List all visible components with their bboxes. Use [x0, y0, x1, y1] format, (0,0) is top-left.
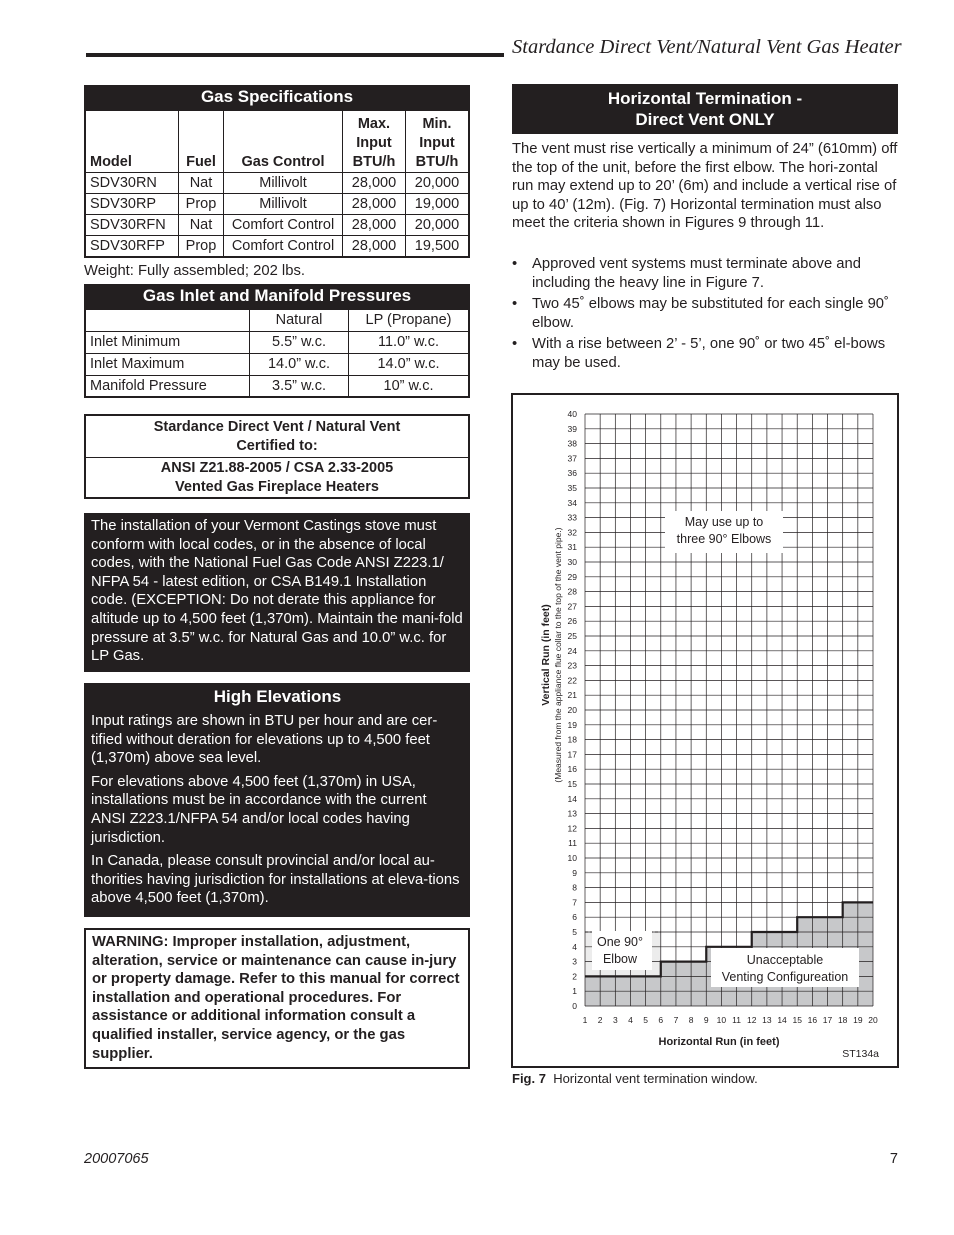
warning-box: WARNING: Improper installation, adjustment, alteration, service or maintenance can cause in-jury or property damage. Refer to this manual for correct installation and operational procedures. For assistance or additional information consult a qualified installer, service agency, or the gas supplier. [84, 928, 470, 1069]
table-row [85, 193, 469, 214]
cell: 20,000 [405, 214, 469, 235]
annotation-may-use: May use up to [684, 515, 764, 529]
y-tick-label: 26 [567, 616, 577, 627]
y-tick-label: 14 [567, 793, 577, 804]
table-row [85, 353, 469, 375]
bullet-item: • Approved vent systems must terminate above and including the heavy line in Figure 7. [512, 255, 892, 292]
cell: 11.0” w.c. [349, 331, 470, 353]
cell: SDV30RN [85, 172, 179, 193]
x-tick-label: 10 [716, 1015, 727, 1025]
col-min-line: Input [419, 134, 455, 151]
cell: Nat [179, 172, 224, 193]
col-natural: Natural [250, 309, 349, 331]
x-tick-label: 1 [582, 1015, 588, 1025]
horizontal-intro: The vent must rise vertically a minimum of 24” (610mm) off the top of the unit, before the first elbow. The hori-zontal run may extend up to 20’ (6m) and include a vertical rise of up to 40’ (12m). (Fig. 7) Horizontal termination must also meet the criteria shown in Figures 9 through 11. [512, 141, 898, 232]
x-tick-label: 3 [612, 1015, 618, 1025]
y-tick-label: 0 [572, 1001, 577, 1011]
y-tick-label: 11 [568, 838, 577, 849]
y-tick-label: 1 [572, 986, 577, 997]
annotation-one-elbow: One 90° [596, 935, 644, 949]
y-tick-label: 15 [567, 779, 577, 789]
y-tick-label: 38 [567, 438, 577, 449]
x-tick-label: 16 [807, 1015, 818, 1025]
y-tick-label: 27 [567, 601, 577, 612]
col-max-line: Input [356, 134, 392, 151]
col-max-input [343, 110, 406, 172]
y-tick-label: 39 [567, 423, 577, 434]
y-tick-label: 24 [567, 645, 577, 656]
col-min-input [405, 110, 469, 172]
y-tick-label: 30 [567, 557, 577, 567]
y-tick-label: 2 [572, 971, 577, 982]
x-tick-label: 17 [822, 1015, 833, 1025]
cell: Comfort Control [224, 214, 343, 235]
cell: 14.0” w.c. [250, 353, 349, 375]
cell: Millivolt [224, 193, 343, 214]
col-min-line: BTU/h [415, 153, 459, 170]
y-tick-label: 32 [567, 527, 577, 538]
table-row [85, 214, 469, 235]
y-tick-label: 33 [567, 512, 577, 523]
y-tick-label: 18 [567, 734, 577, 745]
table-row [85, 375, 469, 397]
y-tick-label: 35 [567, 483, 577, 493]
y-tick-label: 13 [567, 808, 577, 819]
x-tick-label: 19 [853, 1015, 863, 1025]
certification-line: Certified to: [236, 438, 318, 454]
x-axis-label: Horizontal Run (in feet) [658, 1036, 780, 1048]
pressures-box [84, 284, 470, 398]
cell: 28,000 [343, 214, 406, 235]
cell: SDV30RFN [85, 214, 179, 235]
annotation-unacceptable: Unacceptable [746, 953, 824, 967]
cell: Millivolt [224, 172, 343, 193]
table-row [85, 172, 469, 193]
y-tick-label: 10 [567, 853, 577, 863]
y-tick-label: 22 [567, 675, 577, 686]
cell: 14.0” w.c. [349, 353, 470, 375]
cell: 28,000 [343, 172, 406, 193]
high-elevations-p3: In Canada, please consult provincial and/or local au-thorities having jurisdiction for installations at eleva-tions above 4,500 feet (1,370m). [91, 853, 460, 907]
y-tick-label: 6 [572, 912, 577, 923]
cell: 28,000 [343, 235, 406, 257]
cell: 5.5” w.c. [250, 331, 349, 353]
x-tick-label: 18 [837, 1015, 848, 1025]
header-title: Stardance Direct Vent/Natural Vent Gas Heater [512, 36, 902, 58]
y-tick-label: 29 [567, 571, 577, 582]
chart-frame [511, 393, 899, 1068]
x-tick-label: 8 [688, 1015, 694, 1025]
cell: 3.5” w.c. [250, 375, 349, 397]
bullet-item: • Two 45˚ elbows may be substituted for each single 90˚ elbow. [512, 295, 892, 332]
figure-code: ST134a [842, 1048, 879, 1060]
y-tick-label: 7 [572, 897, 577, 908]
cell: SDV30RFP [85, 235, 179, 257]
codes-note: The installation of your Vermont Castings stove must conform with local codes, or in the absence of local codes, with the National Fuel Gas Code ANSI Z223.1/ NFPA 54 - latest edition, or CSA B149.1 Installation code. (EXCEPTION: Do not derate this appliance for altitude up to 4,500 feet (1,370m). Maintain the mani-fold pressure at 3.5” w.c. for Natural Gas and 10.0” w.c. for LP Gas. [84, 513, 470, 672]
figure-caption [512, 1070, 758, 1089]
y-tick-label: 4 [572, 941, 577, 952]
cell: 10” w.c. [349, 375, 470, 397]
y-tick-label: 20 [567, 705, 577, 715]
title-line: Horizontal Termination - [607, 89, 803, 108]
y-tick-label: 19 [567, 719, 577, 730]
horizontal-bullets [512, 255, 892, 376]
certification-line: Stardance Direct Vent / Natural Vent [153, 419, 401, 435]
pressures-title: Gas Inlet and Manifold Pressures [84, 284, 470, 308]
x-tick-label: 6 [658, 1015, 664, 1025]
high-elevations-title: High Elevations [213, 687, 342, 706]
col-fuel: Fuel [179, 110, 224, 172]
high-elevations-p2: For elevations above 4,500 feet (1,370m) in USA, installations must be in accordance with the current ANSI Z223.1/NFPA 54 and/or local codes having jurisdiction. [91, 773, 427, 846]
gas-specifications-title: Gas Specifications [84, 85, 470, 109]
cell: 19,500 [405, 235, 469, 257]
y-tick-label: 17 [567, 749, 577, 760]
y-tick-label: 21 [567, 690, 577, 701]
bullet-item: • With a rise between 2’ - 5’, one 90˚ or two 45˚ el-bows may be used. [512, 335, 892, 372]
x-tick-label: 2 [597, 1015, 603, 1025]
certification-box [84, 414, 470, 499]
document-number: 20007065 [84, 1151, 149, 1167]
y-tick-label: 3 [572, 956, 577, 967]
x-tick-label: 7 [673, 1015, 679, 1025]
cell: Prop [179, 193, 224, 214]
table-row [85, 331, 469, 353]
cell: 20,000 [405, 172, 469, 193]
x-tick-label: 4 [628, 1015, 633, 1025]
y-tick-label: 9 [572, 867, 577, 878]
y-tick-label: 31 [567, 542, 577, 553]
weight-note: Weight: Fully assembled; 202 lbs. [84, 263, 305, 279]
y-tick-label: 5 [572, 927, 577, 937]
x-tick-label: 11 [732, 1015, 741, 1025]
pressures-table [84, 308, 470, 398]
cell: 28,000 [343, 193, 406, 214]
high-elevations-box [84, 683, 470, 917]
caption-text: Horizontal vent termination window. [553, 1071, 758, 1086]
x-tick-label: 13 [762, 1015, 772, 1025]
high-elevations-p1: Input ratings are shown in BTU per hour and are cer-tified without deration for elevations up to 4,500 feet (1,370m) above sea level. [91, 713, 438, 767]
horizontal-termination-title [512, 84, 898, 134]
y-tick-label: 12 [567, 823, 577, 834]
caption-label: Fig. 7 [512, 1071, 546, 1086]
y-tick-label: 36 [567, 468, 577, 479]
col-max-line: Max. [357, 115, 391, 132]
certification-line: Vented Gas Fireplace Heaters [175, 479, 379, 495]
y-tick-label: 37 [567, 453, 577, 464]
gas-specifications-table [84, 109, 470, 258]
cell: SDV30RP [85, 193, 179, 214]
y-tick-label: 40 [567, 409, 577, 419]
x-tick-label: 12 [747, 1015, 757, 1025]
table-row [85, 235, 469, 257]
y-tick-label: 23 [567, 660, 577, 671]
annotation-may-use: three 90° Elbows [676, 532, 772, 546]
annotation-unacceptable: Venting Configureation [721, 970, 849, 984]
gas-specifications-box [84, 85, 470, 258]
y-axis-sublabel: (Measured from the appliance flue collar to the top of the vent pipe.) [553, 527, 563, 783]
header-rule [86, 53, 504, 57]
col-max-line: BTU/h [352, 153, 396, 170]
page-number: 7 [889, 1151, 898, 1167]
cell [85, 309, 250, 331]
annotation-one-elbow: Elbow [602, 952, 638, 966]
cell: Inlet Maximum [85, 353, 250, 375]
cell: Inlet Minimum [85, 331, 250, 353]
x-tick-label: 14 [777, 1015, 787, 1025]
y-tick-label: 16 [567, 764, 577, 775]
y-tick-label: 8 [572, 882, 577, 893]
col-model: Model [85, 110, 179, 172]
y-tick-label: 25 [567, 631, 577, 641]
x-tick-label: 15 [792, 1015, 802, 1025]
vent-termination-chart [513, 395, 897, 1066]
title-line: Direct Vent ONLY [635, 110, 775, 129]
col-propane: LP (Propane) [349, 309, 470, 331]
y-axis-label: Vertical Run (in feet) [540, 604, 552, 706]
x-tick-label: 5 [643, 1015, 648, 1025]
x-tick-label: 9 [703, 1015, 709, 1025]
cell: Prop [179, 235, 224, 257]
y-tick-label: 34 [567, 497, 577, 508]
cell: Manifold Pressure [85, 375, 250, 397]
cell: 19,000 [405, 193, 469, 214]
certification-standard: ANSI Z21.88-2005 / CSA 2.33-2005 [86, 457, 468, 478]
col-gas-control: Gas Control [224, 110, 343, 172]
col-min-line: Min. [422, 115, 452, 132]
cell: Nat [179, 214, 224, 235]
cell: Comfort Control [224, 235, 343, 257]
y-tick-label: 28 [567, 586, 577, 597]
x-tick-label: 20 [868, 1015, 878, 1025]
